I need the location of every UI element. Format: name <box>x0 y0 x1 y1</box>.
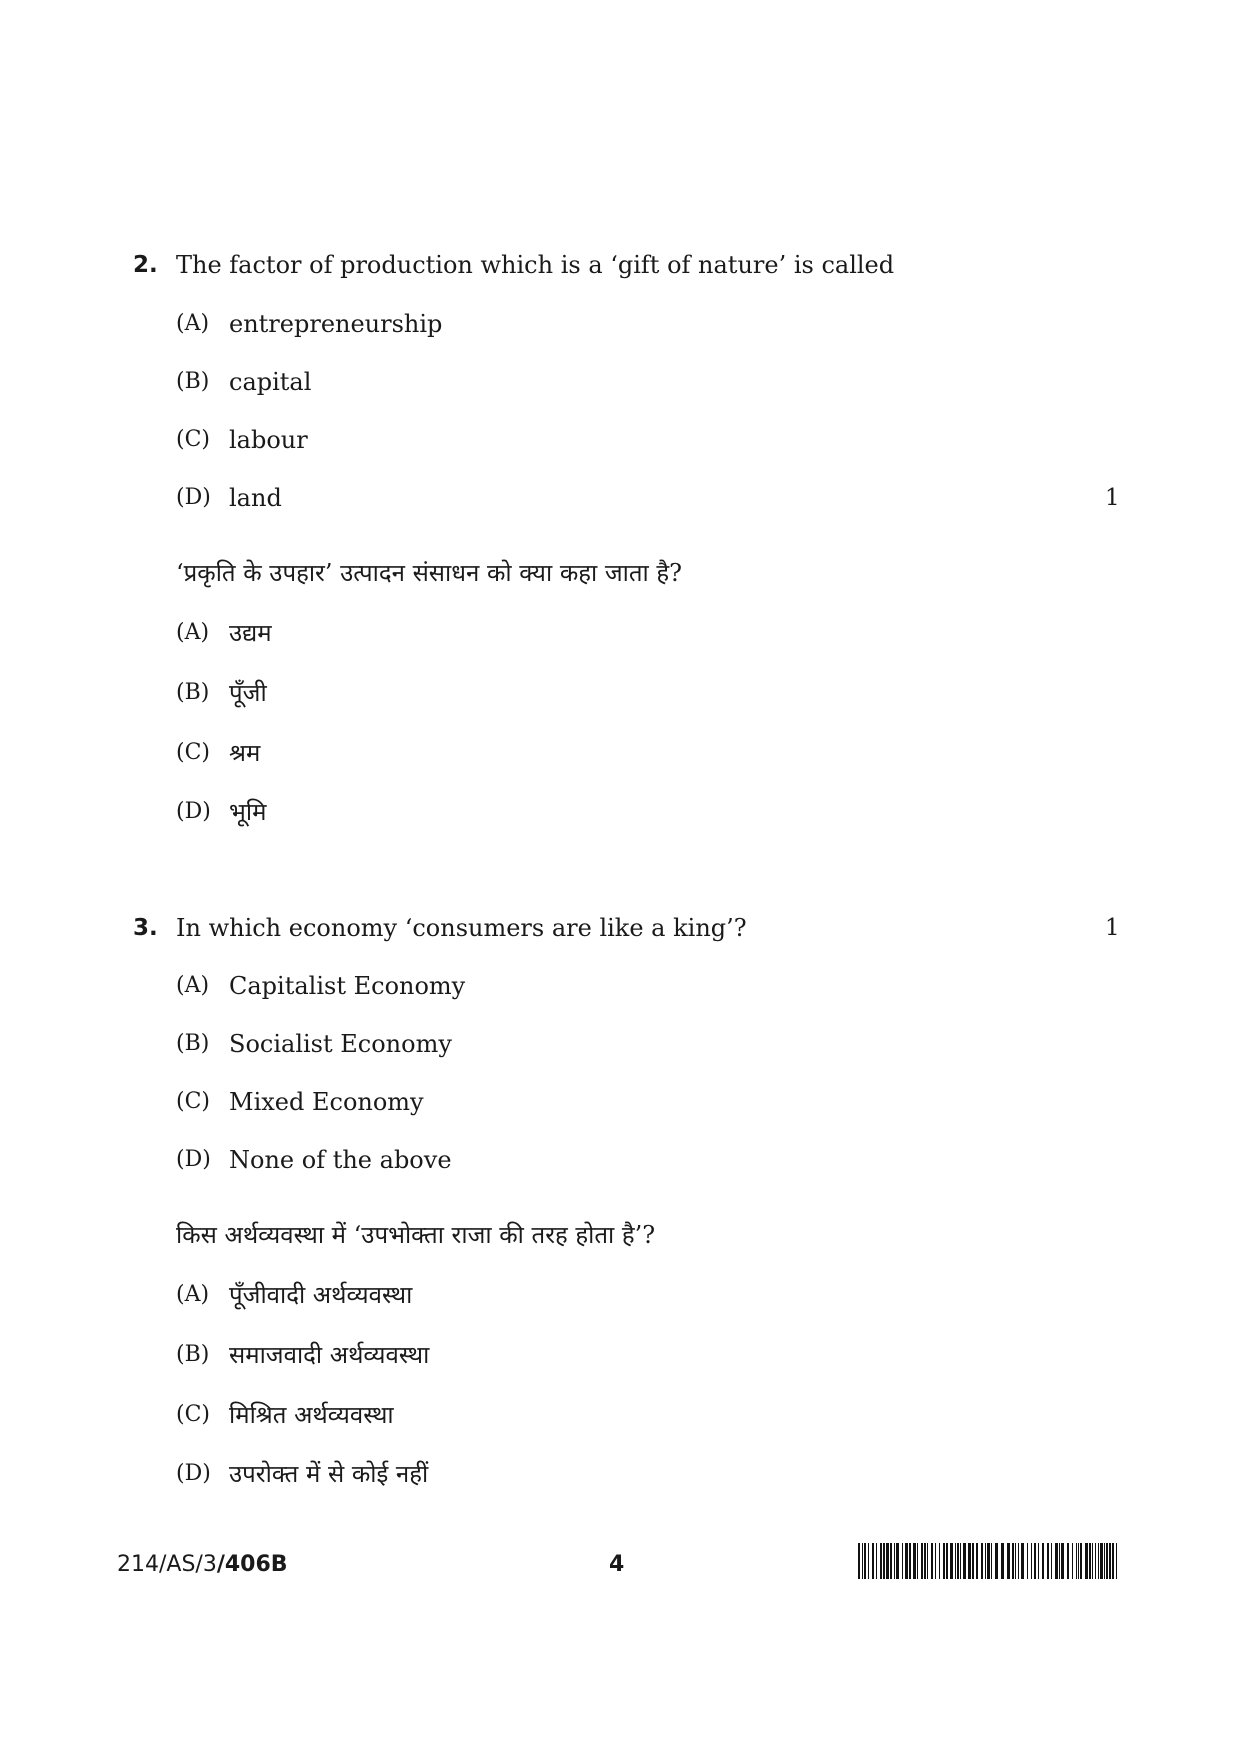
option-label: (D) <box>176 799 211 824</box>
option-label: (C) <box>176 740 210 765</box>
option-text: समाजवादी अर्थव्यवस्था <box>229 1341 430 1369</box>
option-text: capital <box>229 368 312 396</box>
question-text-en: In which economy ‘consumers are like a king’? <box>176 914 747 942</box>
option-label: (A) <box>176 973 210 998</box>
option-label: (A) <box>176 311 210 336</box>
option-text: भूमि <box>229 798 267 826</box>
option-label: (C) <box>176 1402 210 1427</box>
question-number: 2. <box>133 252 158 278</box>
option-label: (D) <box>176 1147 211 1172</box>
option-label: (B) <box>176 369 210 394</box>
option-text: labour <box>229 426 308 454</box>
question-text-en: The factor of production which is a ‘gift of nature’ is called <box>176 251 895 279</box>
option-text: Mixed Economy <box>229 1088 424 1116</box>
marks: 1 <box>1105 915 1120 941</box>
option-label: (D) <box>176 485 211 510</box>
option-label: (B) <box>176 1031 210 1056</box>
page-number: 4 <box>609 1552 625 1577</box>
option-text: मिश्रित अर्थव्यवस्था <box>229 1401 394 1429</box>
option-text: Socialist Economy <box>229 1030 452 1058</box>
option-label: (C) <box>176 427 210 452</box>
marks: 1 <box>1105 485 1120 511</box>
option-text: Capitalist Economy <box>229 972 466 1000</box>
option-text: पूँजी <box>229 679 267 707</box>
option-text: None of the above <box>229 1146 452 1174</box>
option-text: entrepreneurship <box>229 310 443 338</box>
question-text-hi: किस अर्थव्यवस्था में ‘उपभोक्ता राजा की तरह होता है’? <box>176 1221 656 1249</box>
option-text: उद्यम <box>229 619 272 647</box>
option-label: (B) <box>176 1342 210 1367</box>
paper-code <box>117 1550 288 1580</box>
question-number: 3. <box>133 915 158 941</box>
option-label: (A) <box>176 1282 210 1307</box>
option-text: श्रम <box>229 739 261 767</box>
paper-code-prefix: 214/AS/3 <box>117 1552 217 1577</box>
option-label: (D) <box>176 1461 211 1486</box>
question-text-hi: ‘प्रकृति के उपहार’ उत्पादन संसाधन को क्या कहा जाता है? <box>176 559 683 587</box>
barcode-image <box>858 1543 1120 1579</box>
option-text: land <box>229 484 282 512</box>
option-label: (C) <box>176 1089 210 1114</box>
option-text: पूँजीवादी अर्थव्यवस्था <box>229 1281 413 1309</box>
option-text: उपरोक्त में से कोई नहीं <box>229 1460 429 1488</box>
paper-code-suffix: /406B <box>216 1552 288 1577</box>
option-label: (A) <box>176 620 210 645</box>
option-label: (B) <box>176 680 210 705</box>
